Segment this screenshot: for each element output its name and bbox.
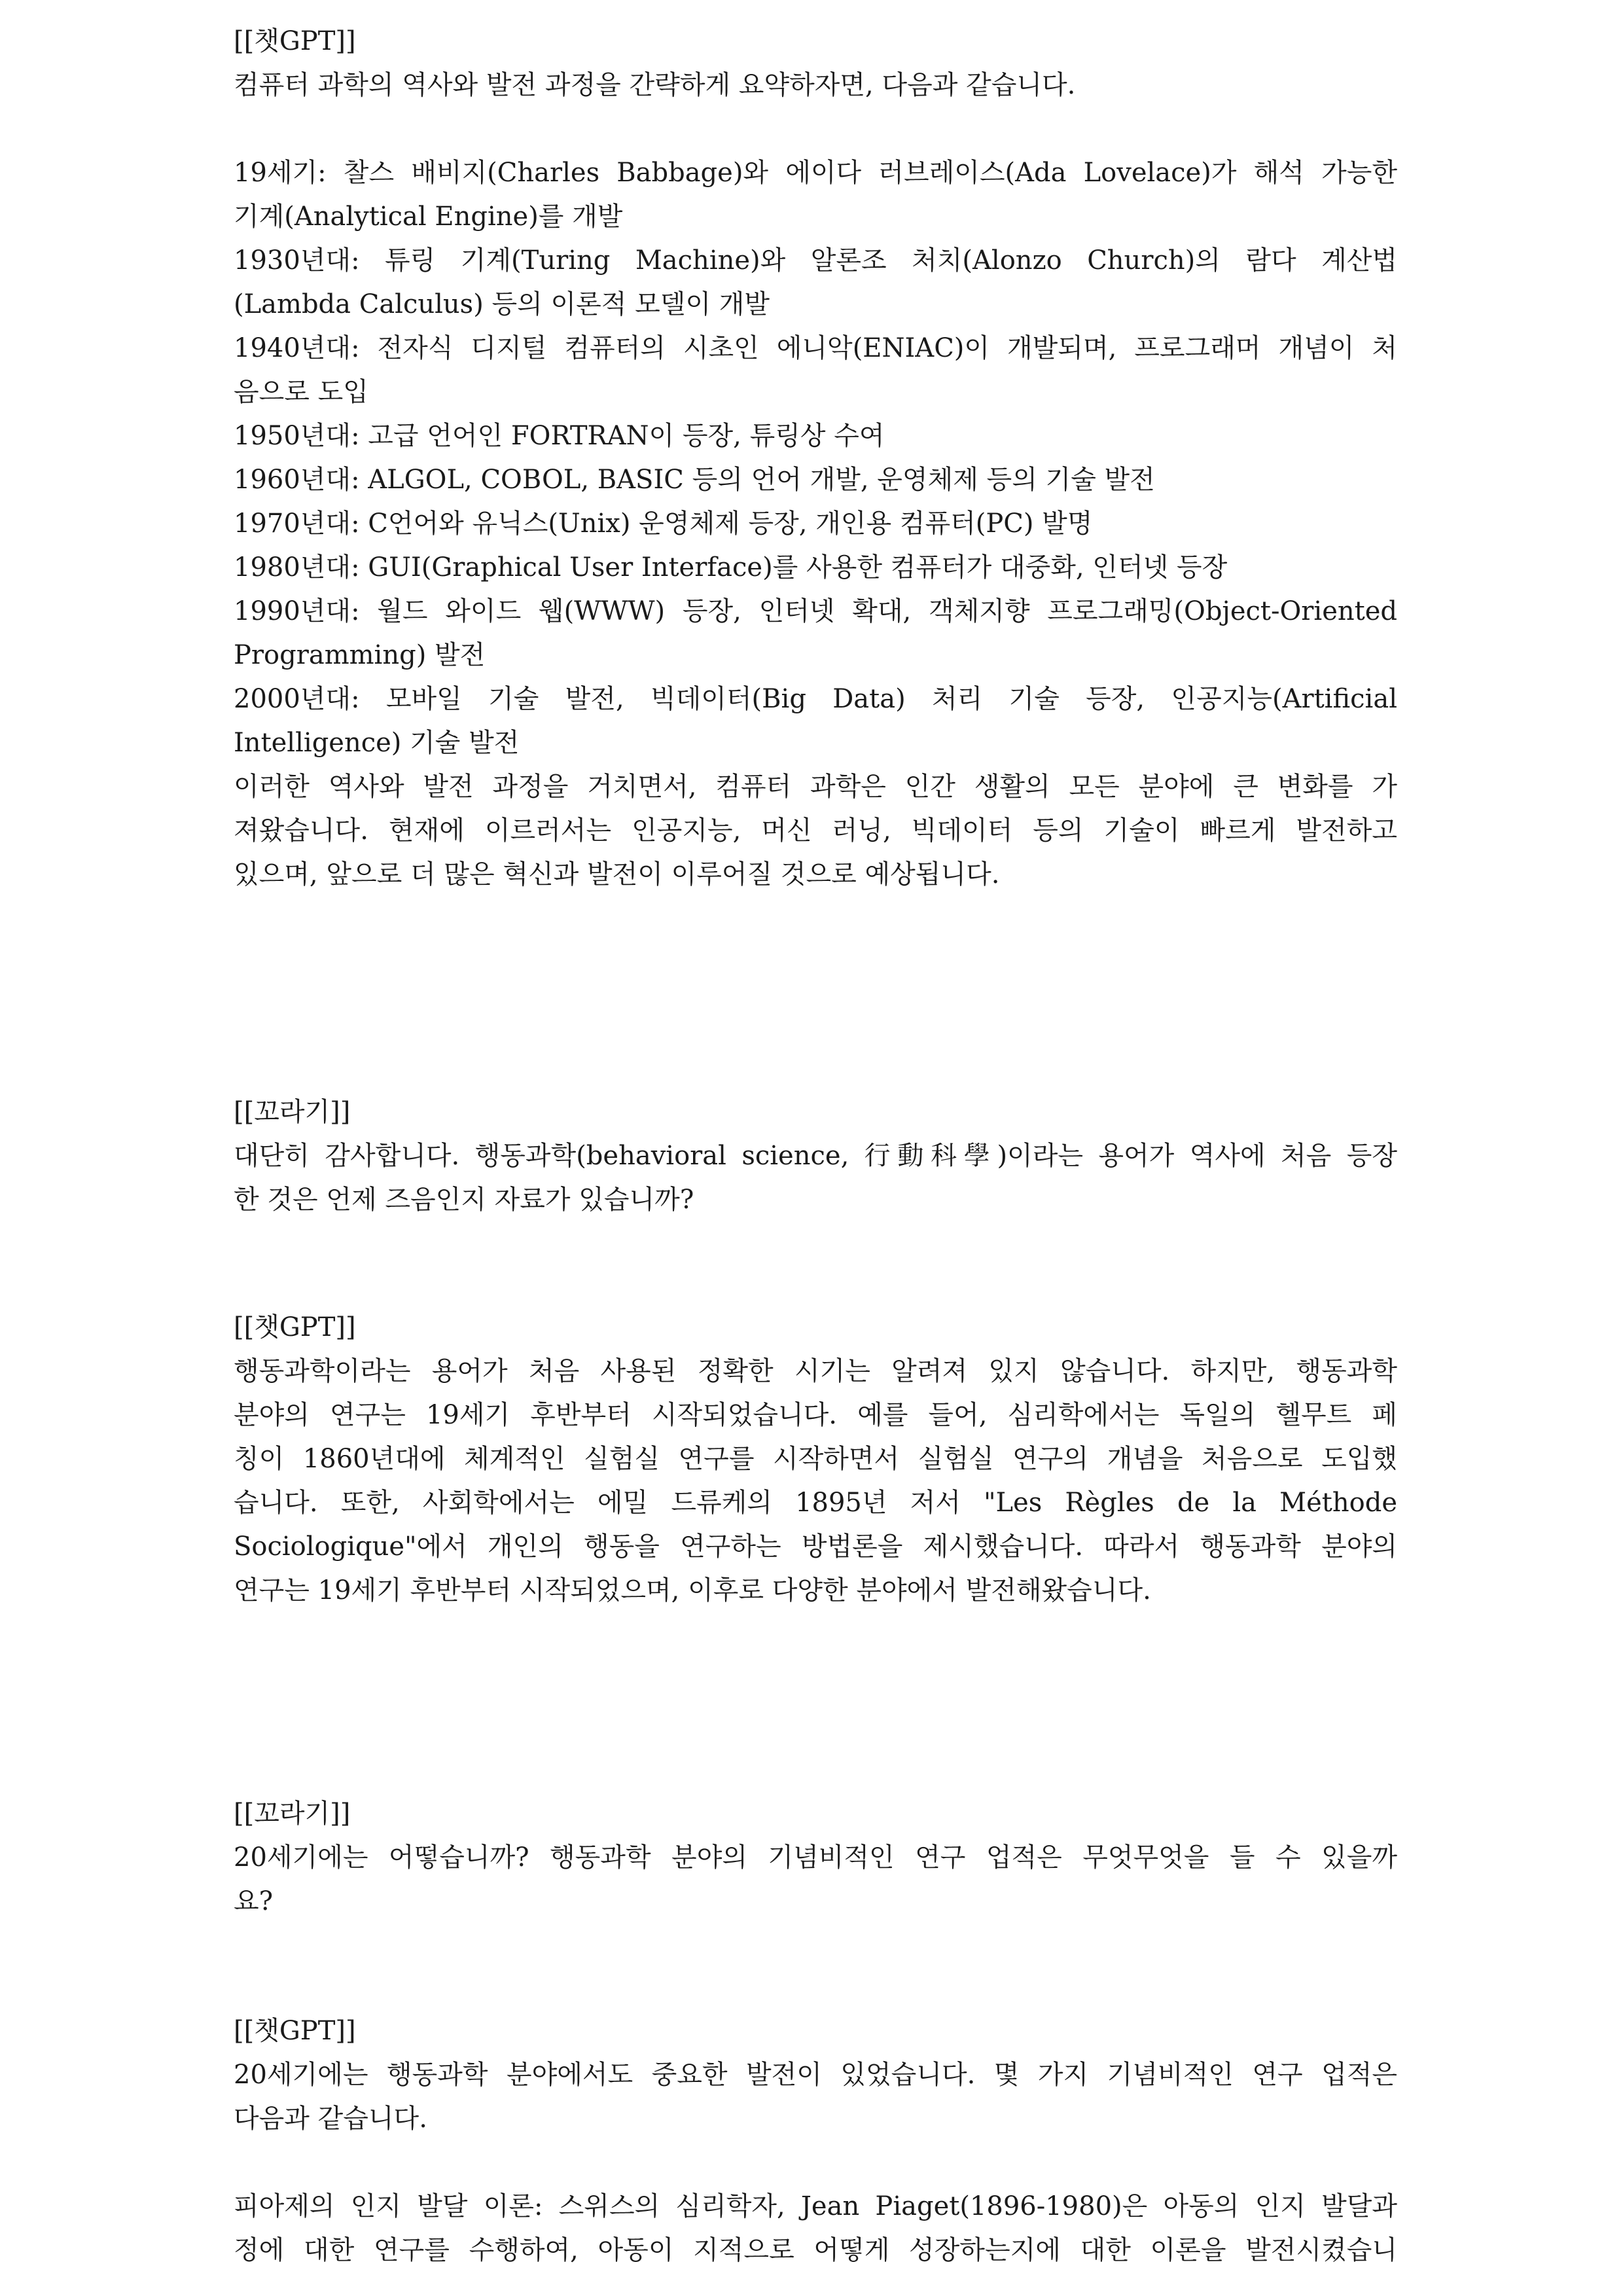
- paragraph-line: 이러한 역사와 발전 과정을 거치면서, 컴퓨터 과학은 인간 생활의 모든 분야에 큰 변화를 가: [234, 772, 1397, 802]
- speaker-label: [[챗GPT]]: [234, 1312, 356, 1342]
- paragraph-line: 연구는 19세기 후반부터 시작되었으며, 이후로 다양한 분야에서 발전해왔습니다.: [234, 1575, 1151, 1605]
- paragraph-line: 음으로 도입: [234, 377, 368, 407]
- chatgpt-response-block: [234, 20, 1397, 897]
- paragraph-line: Programming) 발전: [234, 640, 486, 670]
- paragraph-line: 져왔습니다. 현재에 이르러서는 인공지능, 머신 러닝, 빅데이터 등의 기술이 빠르게 발전하고: [234, 816, 1397, 846]
- paragraph-line: 20세기에는 행동과학 분야에서도 중요한 발전이 있었습니다. 몇 가지 기념비적인 연구 업적은: [234, 2060, 1397, 2090]
- paragraph-line: 대단히 감사합니다. 행동과학(behavioral science, 行動科學)이라는 용어가 역사에 처음 등장: [234, 1141, 1397, 1171]
- chatgpt-response-block: [234, 2009, 1397, 2272]
- paragraph-line: 기계(Analytical Engine)를 개발: [234, 202, 623, 232]
- user-question-block: [234, 1090, 1397, 1222]
- paragraph-line: 19세기: 찰스 배비지(Charles Babbage)와 에이다 러브레이스(Ada Lovelace)가 해석 가능한: [234, 158, 1397, 188]
- blank-line: [234, 107, 1397, 151]
- blank-line: [234, 2141, 1397, 2185]
- user-question-block: [234, 1792, 1397, 1924]
- paragraph-line: 피아제의 인지 발달 이론: 스위스의 심리학자, Jean Piaget(1896-1980)은 아동의 인지 발달과: [234, 2191, 1397, 2221]
- paragraph-line: 요?: [234, 1886, 274, 1916]
- paragraph-line: 행동과학이라는 용어가 처음 사용된 정확한 시기는 알려져 있지 않습니다. 하지만, 행동과학: [234, 1356, 1397, 1386]
- paragraph-line: 20세기에는 어떻습니까? 행동과학 분야의 기념비적인 연구 업적은 무엇무엇을 들 수 있을까: [234, 1842, 1397, 1873]
- paragraph-line: 칭이 1860년대에 체계적인 실험실 연구를 시작하면서 실험실 연구의 개념을 처음으로 도입했: [234, 1444, 1397, 1474]
- paragraph-line: Sociologique"에서 개인의 행동을 연구하는 방법론을 제시했습니다. 따라서 행동과학 분야의: [234, 1532, 1397, 1562]
- paragraph-line: 있으며, 앞으로 더 많은 혁신과 발전이 이루어질 것으로 예상됩니다.: [234, 859, 1000, 889]
- paragraph-line: 1990년대: 월드 와이드 웹(WWW) 등장, 인터넷 확대, 객체지향 프로그래밍(Object-Oriented: [234, 596, 1397, 626]
- paragraph-line: 1940년대: 전자식 디지털 컴퓨터의 시초인 에니악(ENIAC)이 개발되며, 프로그래머 개념이 처: [234, 333, 1397, 363]
- paragraph-line: (Lambda Calculus) 등의 이론적 모델이 개발: [234, 289, 770, 319]
- speaker-label: [[챗GPT]]: [234, 2016, 356, 2046]
- paragraph-line: 컴퓨터 과학의 역사와 발전 과정을 간략하게 요약하자면, 다음과 같습니다.: [234, 70, 1076, 100]
- paragraph-line: 분야의 연구는 19세기 후반부터 시작되었습니다. 예를 들어, 심리학에서는 독일의 헬무트 페: [234, 1400, 1397, 1430]
- paragraph-line: 1930년대: 튜링 기계(Turing Machine)와 알론조 처치(Alonzo Church)의 람다 계산법: [234, 245, 1397, 276]
- paragraph-line: 습니다. 또한, 사회학에서는 에밀 드류케의 1895년 저서 "Les Règles de la Méthode: [234, 1488, 1397, 1518]
- speaker-label: [[꼬라기]]: [234, 1799, 351, 1829]
- paragraph-line: 1980년대: GUI(Graphical User Interface)를 사용한 컴퓨터가 대중화, 인터넷 등장: [234, 552, 1228, 583]
- paragraph-line: 1960년대: ALGOL, COBOL, BASIC 등의 언어 개발, 운영체제 등의 기술 발전: [234, 465, 1155, 495]
- paragraph-line: 다음과 같습니다.: [234, 2104, 427, 2134]
- paragraph-line: 정에 대한 연구를 수행하여, 아동이 지적으로 어떻게 성장하는지에 대한 이론을 발전시켰습니: [234, 2235, 1397, 2265]
- paragraph-line: 한 것은 언제 즈음인지 자료가 있습니까?: [234, 1185, 694, 1215]
- paragraph-line: Intelligence) 기술 발전: [234, 728, 520, 758]
- speaker-label: [[꼬라기]]: [234, 1097, 351, 1127]
- paragraph-line: 1950년대: 고급 언어인 FORTRAN이 등장, 튜링상 수여: [234, 421, 885, 451]
- chatgpt-response-block: [234, 1306, 1397, 1613]
- paragraph-line: 1970년대: C언어와 유닉스(Unix) 운영체제 등장, 개인용 컴퓨터(PC) 발명: [234, 509, 1093, 539]
- paragraph-line: 2000년대: 모바일 기술 발전, 빅데이터(Big Data) 처리 기술 등장, 인공지능(Artificial: [234, 684, 1397, 714]
- speaker-label: [[챗GPT]]: [234, 26, 356, 56]
